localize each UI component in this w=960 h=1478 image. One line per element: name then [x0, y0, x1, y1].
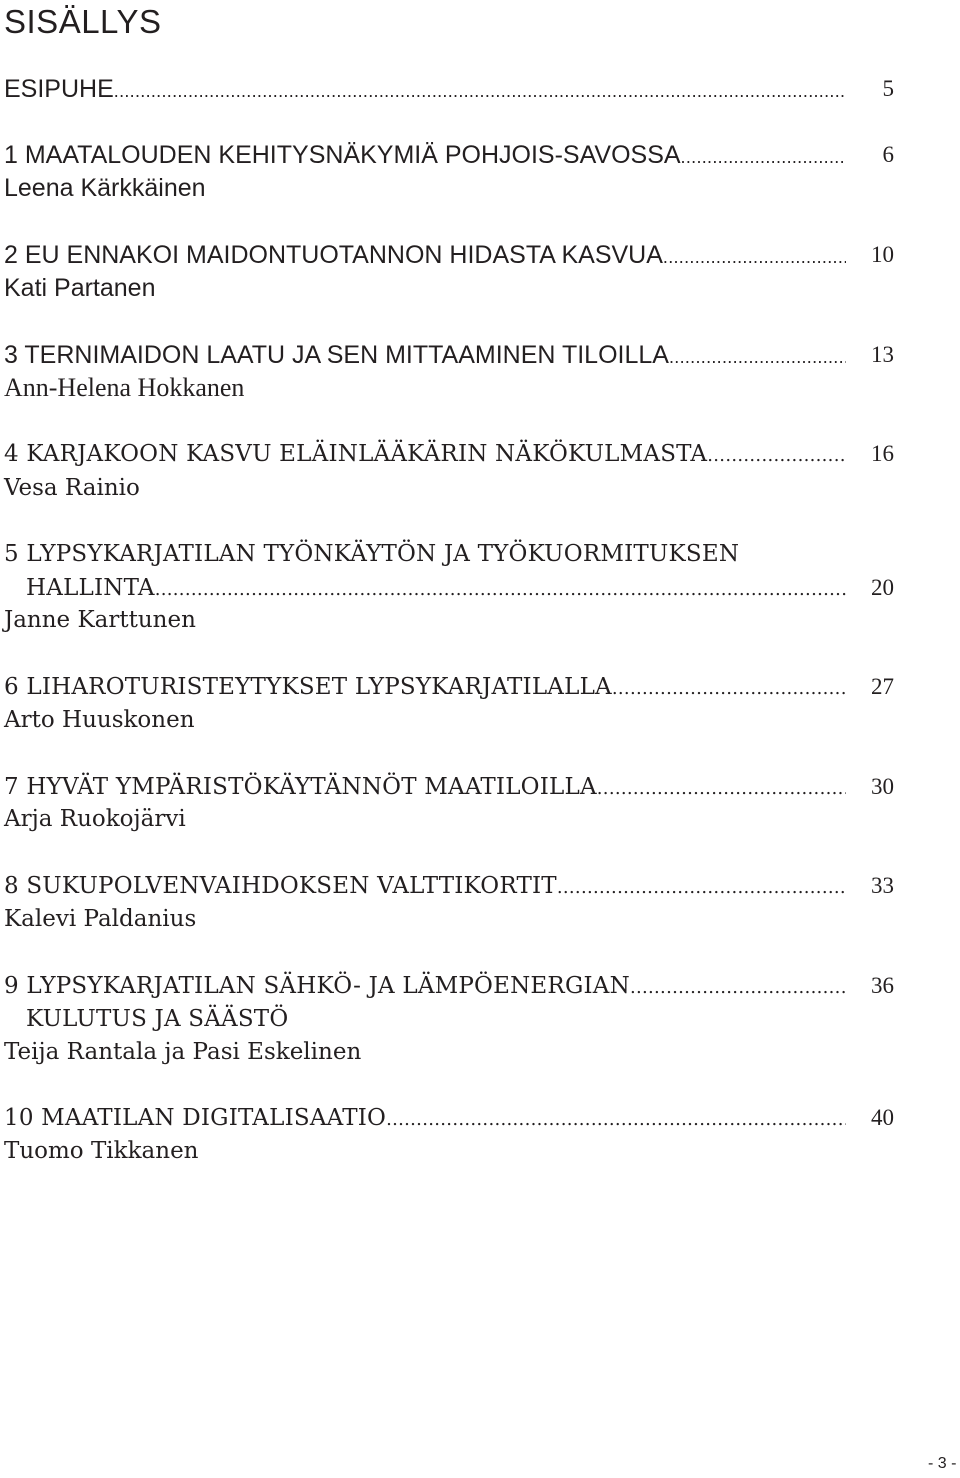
entry-page-number: 20: [871, 575, 894, 600]
entry-title-text: HALLINTA: [26, 575, 155, 601]
entry-author: Tuomo Tikkanen: [4, 1138, 199, 1164]
entry-page-number: 30: [871, 774, 894, 799]
entry-author: Kati Partanen: [4, 274, 156, 302]
entry-title-continued: KULUTUS JA SÄÄSTÖ: [26, 1006, 289, 1032]
entry-page-number: 16: [871, 441, 894, 466]
entry-title-text: 8 SUKUPOLVENVAIHDOKSEN VALTTIKORTIT: [4, 873, 557, 899]
dot-leader: [663, 241, 846, 271]
entry-author: Ann-Helena Hokkanen: [4, 373, 245, 402]
entry-author: Leena Kärkkäinen: [4, 174, 206, 202]
toc-entry-title: [4, 1102, 846, 1134]
entry-title-text: 6 LIHAROTURISTEYTYKSET LYPSYKARJATILALLA: [4, 674, 612, 700]
toc-entry-title: [4, 438, 846, 470]
toc-entry-title: [4, 870, 846, 902]
toc-entry-title-continued: [4, 572, 846, 604]
entry-page-number: 40: [871, 1105, 894, 1130]
entry-title-text: 1 MAATALOUDEN KEHITYSNÄKYMIÄ POHJOIS-SAVOSSA: [4, 141, 681, 169]
entry-page-number: 10: [871, 242, 894, 267]
entry-title-text: 2 EU ENNAKOI MAIDONTUOTANNON HIDASTA KASVUA: [4, 241, 663, 269]
toc-entry-title: [4, 73, 846, 105]
toc-entry-title: [4, 538, 846, 570]
dot-leader: [669, 341, 846, 371]
entry-title-text: 9 LYPSYKARJATILAN SÄHKÖ- JA LÄMPÖENERGIAN: [4, 973, 630, 999]
entry-author: Arja Ruokojärvi: [4, 806, 186, 832]
dot-leader: [114, 75, 846, 105]
toc-entry-title: [4, 771, 846, 803]
dot-leader: [597, 773, 846, 803]
dot-leader: [386, 1104, 846, 1134]
toc-entry-title: [4, 239, 846, 271]
dot-leader: [707, 440, 846, 470]
entry-author: Janne Karttunen: [4, 607, 196, 633]
entry-page-number: 33: [871, 873, 894, 898]
page-title: SISÄLLYS: [4, 3, 162, 40]
entry-page-number: 27: [871, 674, 894, 699]
entry-title-text: 7 HYVÄT YMPÄRISTÖKÄYTÄNNÖT MAATILOILLA: [4, 774, 597, 800]
toc-entry-title: [4, 970, 846, 1002]
entry-page-number: 36: [871, 973, 894, 998]
toc-entry-title: [4, 671, 846, 703]
entry-author: Kalevi Paldanius: [4, 906, 197, 932]
dot-leader: [612, 673, 846, 703]
dot-leader: [557, 872, 846, 902]
toc-entry-title: [4, 339, 846, 371]
entry-page-number: 5: [882, 76, 894, 101]
toc-entry-title: [4, 139, 846, 171]
entry-title-text: 4 KARJAKOON KASVU ELÄINLÄÄKÄRIN NÄKÖKULMASTA: [4, 441, 708, 467]
entry-author: Vesa Rainio: [4, 475, 140, 501]
entry-title-text: 3 TERNIMAIDON LAATU JA SEN MITTAAMINEN TILOILLA: [4, 341, 669, 369]
entry-title-text: ESIPUHE: [4, 75, 114, 103]
entry-author: Arto Huuskonen: [4, 707, 195, 733]
dot-leader: [681, 141, 846, 171]
entry-page-number: 13: [871, 342, 894, 367]
dot-leader: [630, 972, 846, 1002]
entry-title-text: 5 LYPSYKARJATILAN TYÖNKÄYTÖN JA TYÖKUORMITUKSEN: [4, 541, 740, 567]
entry-title-text: 10 MAATILAN DIGITALISAATIO: [4, 1105, 387, 1131]
page-footer-number: - 3 -: [928, 1455, 957, 1472]
dot-leader: [155, 574, 846, 604]
entry-page-number: 6: [882, 142, 894, 167]
entry-author: Teija Rantala ja Pasi Eskelinen: [4, 1039, 362, 1065]
